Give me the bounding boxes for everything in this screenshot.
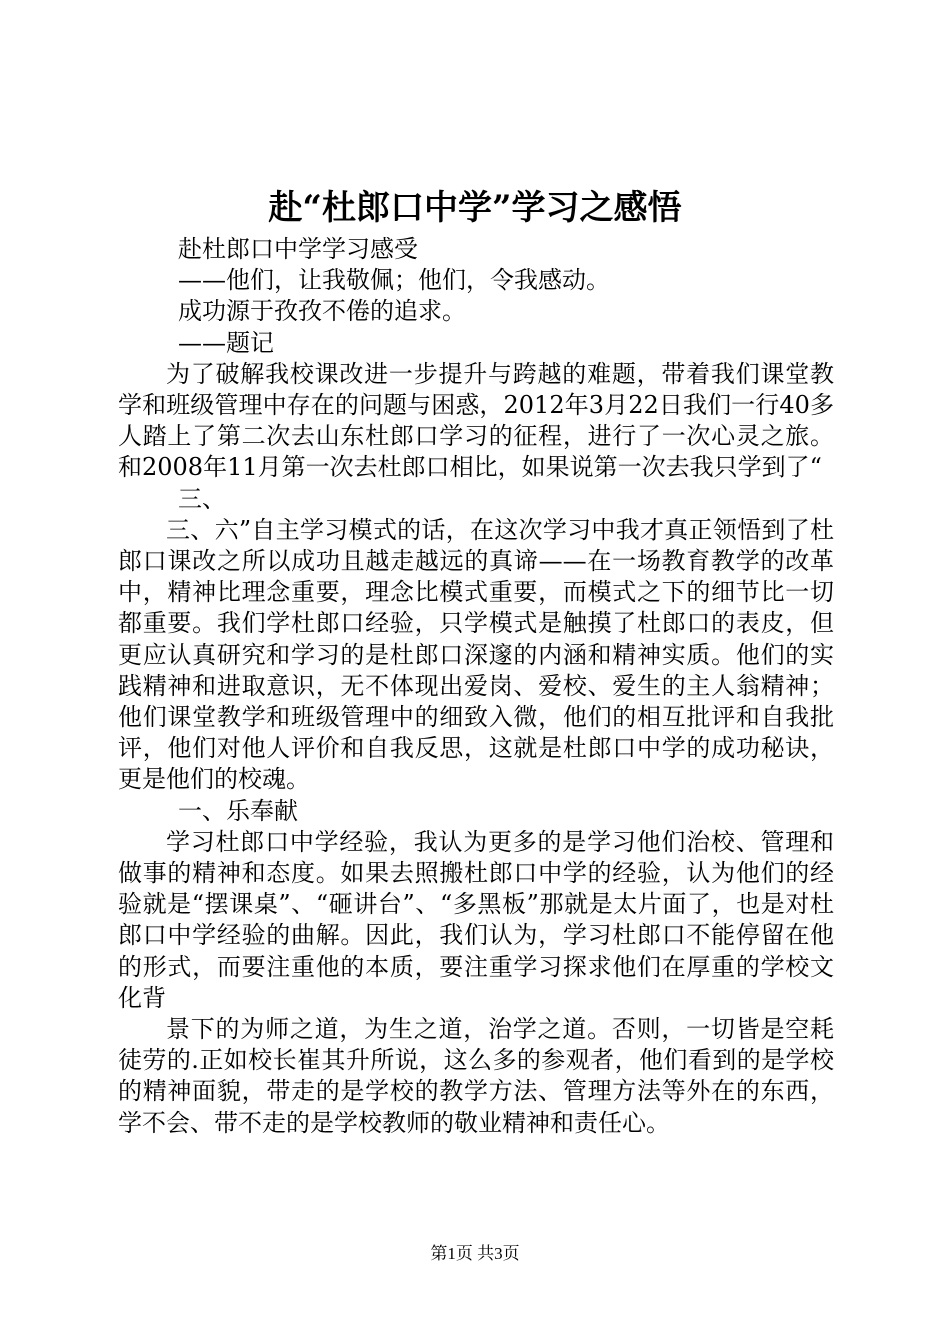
document-body [118,234,834,1139]
page-number-footer: 第1页 共3页 [430,1244,520,1263]
body-paragraph: 景下的为师之道，为生之道，治学之道。否则，一切皆是空耗徒劳的.正如校长崔其升所说，这么多的参观者，他们看到的是学校的精神面貌，带走的是学校的教学方法、管理方法等外在的东西，学不会、带不走的是学校教师的敬业精神和责任心。 [118,1015,834,1137]
section-heading: 一、乐奉献 [178,796,298,825]
epigraph-attribution: ——题记 [178,328,274,357]
subtitle-paragraph: 赴杜郎口中学学习感受 [178,235,418,263]
epigraph-line-2: 成功源于孜孜不倦的追求。 [178,297,466,326]
body-paragraph: 为了破解我校课改进一步提升与跨越的难题，带着我们课堂教学和班级管理中存在的问题与困惑，2012年3月22日我们一行40多人踏上了第二次去山东杜郎口学习的征程，进行了一次心灵之旅。和2008年11月第一次去杜郎口相比，如果说第一次去我只学到了“ [118,359,834,482]
epigraph-line-1: ——他们，让我敬佩；他们，令我感动。 [178,266,610,295]
body-paragraph: 三、六”自主学习模式的话，在这次学习中我才真正领悟到了杜郎口课改之所以成功且越走越远的真谛——在一场教育教学的改革中，精神比理念重要，理念比模式重要，而模式之下的细节比一切都重要。我们学杜郎口经验，只学模式是触摸了杜郎口的表皮，但更应认真研究和学习的是杜郎口深邃的内涵和精神实质。他们的实践精神和进取意识，无不体现出爱岗、爱校、爱生的主人翁精神；他们课堂教学和班级管理中的细致入微，他们的相互批评和自我批评，他们对他人评价和自我反思，这就是杜郎口中学的成功秘诀，更是他们的校魂。 [118,515,834,794]
document-title: 赴“杜郎口中学”学习之感悟 [268,188,682,228]
body-fragment: 三、 [178,484,226,513]
body-paragraph: 学习杜郎口中学经验，我认为更多的是学习他们治校、管理和做事的精神和态度。如果去照搬杜郎口中学的经验，认为他们的经验就是“摆课桌”、“砸讲台”、“多黑板”那就是太片面了，也是对杜郎口中学经验的曲解。因此，我们认为，学习杜郎口不能停留在他的形式，而要注重他的本质，要注重学习探求他们在厚重的学校文化背 [118,827,834,1012]
